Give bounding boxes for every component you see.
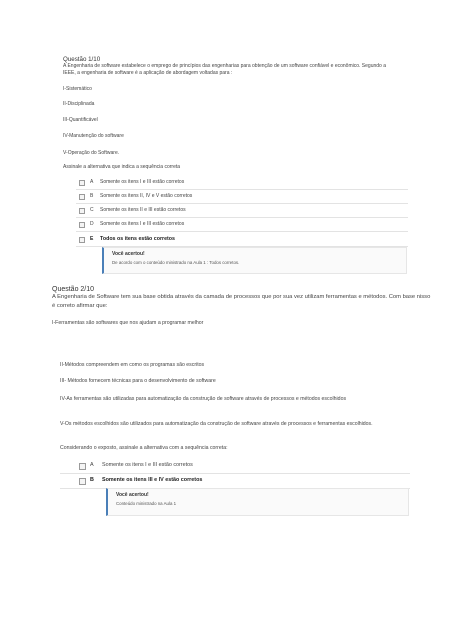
option-letter: B — [90, 477, 94, 483]
option-letter: A — [90, 462, 94, 468]
option-letter: C — [90, 207, 94, 213]
q2-feedback-box — [106, 488, 409, 516]
option-label: Somente os itens I e III estão corretos — [100, 179, 185, 185]
option-label: Somente os itens II, IV e V estão corretos — [100, 193, 193, 199]
radio-box[interactable] — [79, 478, 86, 485]
option-label: Somente os itens I e III estão corretos — [102, 462, 193, 468]
q2-option-b[interactable] — [60, 475, 410, 489]
feedback-text: Conteúdo ministrado na Aula 1 — [116, 501, 177, 506]
option-letter: E — [90, 236, 94, 242]
q1-option-e[interactable] — [76, 235, 408, 247]
option-label: Somente os itens III e IV estão corretos — [102, 477, 203, 483]
q1-item-3: III-Quantificável — [63, 117, 98, 123]
radio-box[interactable] — [79, 208, 85, 214]
q1-option-b[interactable] — [76, 192, 408, 204]
radio-box[interactable] — [79, 194, 85, 200]
q2-option-a[interactable] — [60, 460, 410, 474]
option-label: Somente os itens II e III estão corretos — [100, 207, 186, 213]
feedback-title: Você acertou! — [116, 492, 149, 498]
q1-item-5: V-Operação do Software. — [63, 150, 120, 156]
radio-box[interactable] — [79, 180, 85, 186]
question-2-title: Questão 2/10 — [52, 286, 95, 293]
question-1-text: A Engenharia de software estabelece o emprego de princípios das engenharias para obtenção de um software confiável e econômico. Segundo a IEEE, a engenharia de software é a aplicação de abordagem voltadas para : — [63, 63, 386, 77]
q1-item-1: I-Sistemático — [63, 86, 92, 92]
option-label: Somente os itens I e III estão corretos — [100, 221, 185, 227]
question-1-prompt: Assinale a alternativa que indica a sequência correta — [63, 164, 181, 170]
question-2-prompt: Considerando o exposto, assinale a alternativa com a sequência correta: — [60, 445, 228, 451]
radio-box[interactable] — [79, 237, 85, 243]
q2-item-5: V-Os métodos escolhidos são utilizados para automatização da construção de software através de processos e ferramentas escolhidos. — [60, 421, 373, 427]
feedback-title: Você acertou! — [112, 251, 145, 257]
feedback-text: De acordo com o conteúdo ministrado na Aula 1 : Todos corretos. — [112, 260, 240, 265]
q2-item-1: I-Ferramentas são softwares que nos ajudam a programar melhor — [52, 320, 204, 326]
option-letter: D — [90, 221, 94, 227]
question-1-title: Questão 1/10 — [63, 56, 101, 63]
q2-item-2: II-Métodos compreendem em como os programas são escritos — [60, 362, 205, 368]
q2-item-3: III- Métodos fornecem técnicas para o desenvolvimento de software — [60, 378, 216, 384]
radio-box[interactable] — [79, 463, 86, 470]
q1-feedback-box — [102, 247, 407, 274]
q1-item-4: IV-Manutenção do software — [63, 133, 124, 139]
q1-option-c[interactable] — [76, 206, 408, 218]
q1-item-2: II-Disciplinada — [63, 101, 95, 107]
option-letter: B — [90, 193, 94, 199]
question-2-text: A Engenharia de Software tem sua base obtida através da camada de processos que por sua vez utilizam ferramentas e métodos. Com base nisso é correto afirmar que: — [52, 294, 431, 309]
q2-item-4: IV-As ferramentas são utilizadas para automatização da construção de software através de processos e métodos escolhidos — [60, 396, 347, 402]
option-label: Todos os itens estão corretos — [100, 236, 175, 242]
q1-option-a[interactable] — [76, 178, 408, 190]
q1-option-d[interactable] — [76, 220, 408, 232]
radio-box[interactable] — [79, 222, 85, 228]
option-letter: A — [90, 179, 94, 185]
